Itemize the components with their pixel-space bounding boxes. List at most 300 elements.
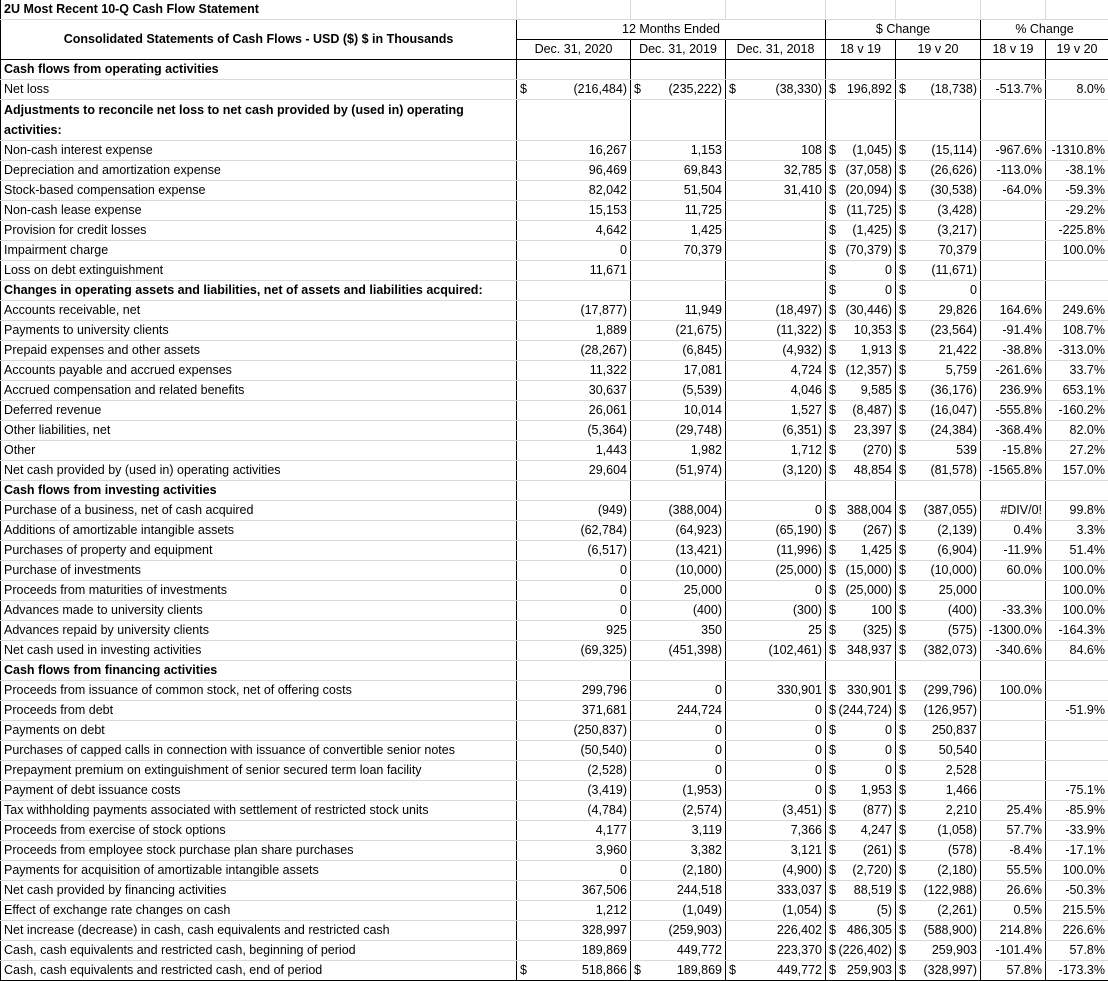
cell-dollar-19v20[interactable]	[896, 941, 981, 961]
empty-cell[interactable]	[631, 0, 726, 20]
cell-pct-19v20[interactable]: 82.0%	[1046, 421, 1108, 441]
cell-pct-18v19[interactable]: -33.3%	[981, 601, 1046, 621]
cell-dec-2019[interactable]: (5,539)	[631, 381, 726, 401]
row-label[interactable]: Cash, cash equivalents and restricted cash, end of period	[1, 961, 517, 981]
cell-dec-2018[interactable]: 226,402	[726, 921, 826, 941]
cell-dollar-18v19[interactable]	[826, 401, 896, 421]
cell-dollar-19v20[interactable]	[896, 501, 981, 521]
row-label[interactable]: Adjustments to reconcile net loss to net cash provided by (used in) operating activities:	[1, 100, 517, 141]
col-header-dollar-18v19[interactable]: 18 v 19	[826, 40, 896, 60]
row-label[interactable]: Cash flows from operating activities	[1, 60, 517, 80]
cell-dec-2019[interactable]	[631, 80, 726, 100]
cell-dollar-19v20[interactable]	[896, 241, 981, 261]
cell-pct-18v19[interactable]	[981, 241, 1046, 261]
cell-dec-2018[interactable]: 7,366	[726, 821, 826, 841]
row-label[interactable]: Purchases of capped calls in connection with issuance of convertible senior notes	[1, 741, 517, 761]
cell-pct-18v19[interactable]: -15.8%	[981, 441, 1046, 461]
cell-pct-18v19[interactable]: 57.7%	[981, 821, 1046, 841]
cell-dollar-19v20[interactable]	[896, 561, 981, 581]
empty-cell[interactable]	[517, 0, 631, 20]
cell-pct-19v20[interactable]	[1046, 661, 1108, 681]
cell-dollar-18v19[interactable]	[826, 201, 896, 221]
cell-dec-2019[interactable]: 0	[631, 741, 726, 761]
cell-dollar-19v20[interactable]	[896, 521, 981, 541]
cell-dec-2019[interactable]: 3,382	[631, 841, 726, 861]
cell-pct-18v19[interactable]: -1300.0%	[981, 621, 1046, 641]
cell-pct-19v20[interactable]: -29.2%	[1046, 201, 1108, 221]
row-label[interactable]: Tax withholding payments associated with settlement of restricted stock units	[1, 801, 517, 821]
cell-dollar-19v20[interactable]	[896, 801, 981, 821]
cell-dollar-18v19[interactable]	[826, 521, 896, 541]
cell-dec-2018[interactable]: 3,121	[726, 841, 826, 861]
col-header-dec-2020[interactable]: Dec. 31, 2020	[517, 40, 631, 60]
cell-dec-2019[interactable]: 244,724	[631, 701, 726, 721]
row-label[interactable]: Non-cash lease expense	[1, 201, 517, 221]
empty-cell[interactable]	[981, 0, 1046, 20]
cell-dec-2020[interactable]: 189,869	[517, 941, 631, 961]
cell-dec-2019[interactable]: 17,081	[631, 361, 726, 381]
cell-dec-2020[interactable]: 96,469	[517, 161, 631, 181]
group-pct-change-header[interactable]: % Change	[981, 20, 1108, 40]
cell-dollar-19v20[interactable]	[896, 401, 981, 421]
cell-pct-19v20[interactable]: 3.3%	[1046, 521, 1108, 541]
cell-dec-2019[interactable]: (29,748)	[631, 421, 726, 441]
cell-dec-2020[interactable]	[517, 961, 631, 981]
cell-dec-2020[interactable]: 30,637	[517, 381, 631, 401]
row-label[interactable]: Loss on debt extinguishment	[1, 261, 517, 281]
row-label[interactable]: Changes in operating assets and liabilities, net of assets and liabilities acquired:	[1, 281, 517, 301]
cell-pct-18v19[interactable]: 0.5%	[981, 901, 1046, 921]
cell-dec-2020[interactable]: 328,997	[517, 921, 631, 941]
cell-dec-2019[interactable]: (400)	[631, 601, 726, 621]
cell-pct-19v20[interactable]: 157.0%	[1046, 461, 1108, 481]
cell-dec-2020[interactable]: 82,042	[517, 181, 631, 201]
cell-pct-18v19[interactable]: 26.6%	[981, 881, 1046, 901]
cell-dollar-19v20[interactable]	[896, 421, 981, 441]
cell-dec-2020[interactable]: 0	[517, 561, 631, 581]
cell-dec-2020[interactable]: (69,325)	[517, 641, 631, 661]
cell-pct-19v20[interactable]	[1046, 741, 1108, 761]
cell-dec-2019[interactable]: (64,923)	[631, 521, 726, 541]
cell-dollar-18v19[interactable]	[826, 961, 896, 981]
cell-dec-2019[interactable]: 0	[631, 721, 726, 741]
cell-pct-19v20[interactable]	[1046, 261, 1108, 281]
cell-dec-2018[interactable]	[726, 261, 826, 281]
cell-dec-2019[interactable]: 3,119	[631, 821, 726, 841]
cell-dec-2018[interactable]: (65,190)	[726, 521, 826, 541]
row-label[interactable]: Effect of exchange rate changes on cash	[1, 901, 517, 921]
cell-dec-2019[interactable]: 1,425	[631, 221, 726, 241]
cell-dollar-18v19[interactable]	[826, 881, 896, 901]
row-label[interactable]: Additions of amortizable intangible assets	[1, 521, 517, 541]
cell-dec-2019[interactable]: (21,675)	[631, 321, 726, 341]
cell-dollar-19v20[interactable]	[896, 381, 981, 401]
cell-dollar-18v19[interactable]	[826, 80, 896, 100]
cell-pct-18v19[interactable]: 55.5%	[981, 861, 1046, 881]
cell-dec-2020[interactable]: 0	[517, 241, 631, 261]
cell-pct-19v20[interactable]: 249.6%	[1046, 301, 1108, 321]
cell-dollar-18v19[interactable]	[826, 261, 896, 281]
col-header-pct-19v20[interactable]: 19 v 20	[1046, 40, 1108, 60]
cell-dollar-18v19[interactable]	[826, 701, 896, 721]
cell-dollar-18v19[interactable]	[826, 281, 896, 301]
cell-dec-2019[interactable]	[631, 261, 726, 281]
cell-dollar-19v20[interactable]	[896, 781, 981, 801]
cell-pct-18v19[interactable]: 57.8%	[981, 961, 1046, 981]
cell-dec-2020[interactable]: 1,212	[517, 901, 631, 921]
cell-dec-2020[interactable]: 4,177	[517, 821, 631, 841]
cell-dec-2018[interactable]: (11,996)	[726, 541, 826, 561]
cell-dollar-19v20[interactable]	[896, 341, 981, 361]
cell-pct-18v19[interactable]	[981, 281, 1046, 301]
cell-pct-19v20[interactable]: -85.9%	[1046, 801, 1108, 821]
row-label[interactable]: Purchase of investments	[1, 561, 517, 581]
cell-pct-19v20[interactable]	[1046, 721, 1108, 741]
cell-dollar-19v20[interactable]	[896, 921, 981, 941]
cell-pct-18v19[interactable]	[981, 60, 1046, 80]
cell-dec-2019[interactable]	[631, 661, 726, 681]
cell-dollar-19v20[interactable]	[896, 581, 981, 601]
cell-dec-2018[interactable]	[726, 60, 826, 80]
row-label[interactable]: Net cash provided by (used in) operating activities	[1, 461, 517, 481]
cell-dec-2019[interactable]: (1,953)	[631, 781, 726, 801]
cell-dec-2018[interactable]: (11,322)	[726, 321, 826, 341]
cell-dec-2018[interactable]: (300)	[726, 601, 826, 621]
cell-pct-18v19[interactable]: -8.4%	[981, 841, 1046, 861]
cell-dollar-19v20[interactable]	[896, 321, 981, 341]
cell-pct-19v20[interactable]: 653.1%	[1046, 381, 1108, 401]
row-label[interactable]: Non-cash interest expense	[1, 141, 517, 161]
cell-dec-2020[interactable]	[517, 661, 631, 681]
cell-dec-2018[interactable]: 0	[726, 721, 826, 741]
cell-dec-2020[interactable]: (949)	[517, 501, 631, 521]
cell-dec-2020[interactable]: (4,784)	[517, 801, 631, 821]
cell-pct-18v19[interactable]: -91.4%	[981, 321, 1046, 341]
cell-dec-2018[interactable]: (4,932)	[726, 341, 826, 361]
cell-dollar-18v19[interactable]	[826, 341, 896, 361]
cell-dollar-18v19[interactable]	[826, 561, 896, 581]
cell-pct-18v19[interactable]: -11.9%	[981, 541, 1046, 561]
cell-dec-2019[interactable]: 51,504	[631, 181, 726, 201]
cell-dec-2019[interactable]: (451,398)	[631, 641, 726, 661]
row-label[interactable]: Stock-based compensation expense	[1, 181, 517, 201]
cell-dollar-18v19[interactable]	[826, 421, 896, 441]
cell-dollar-18v19[interactable]	[826, 241, 896, 261]
cell-dec-2019[interactable]: 11,949	[631, 301, 726, 321]
cell-dec-2019[interactable]	[631, 60, 726, 80]
row-label[interactable]: Proceeds from exercise of stock options	[1, 821, 517, 841]
cell-pct-19v20[interactable]: 99.8%	[1046, 501, 1108, 521]
cell-dec-2018[interactable]	[726, 201, 826, 221]
row-label[interactable]: Payments to university clients	[1, 321, 517, 341]
cell-dollar-19v20[interactable]	[896, 541, 981, 561]
cell-dec-2018[interactable]: (102,461)	[726, 641, 826, 661]
cell-pct-18v19[interactable]: -38.8%	[981, 341, 1046, 361]
cell-dec-2020[interactable]: 11,322	[517, 361, 631, 381]
cell-pct-18v19[interactable]: 214.8%	[981, 921, 1046, 941]
row-label[interactable]: Other	[1, 441, 517, 461]
sheet-title[interactable]: 2U Most Recent 10-Q Cash Flow Statement	[1, 0, 517, 20]
cell-pct-19v20[interactable]: -38.1%	[1046, 161, 1108, 181]
row-label[interactable]: Net loss	[1, 80, 517, 100]
cell-pct-18v19[interactable]: -555.8%	[981, 401, 1046, 421]
cell-dec-2020[interactable]: 371,681	[517, 701, 631, 721]
cell-dec-2020[interactable]: 11,671	[517, 261, 631, 281]
cell-dec-2020[interactable]: 367,506	[517, 881, 631, 901]
cell-dec-2019[interactable]: 11,725	[631, 201, 726, 221]
row-label[interactable]: Payment of debt issuance costs	[1, 781, 517, 801]
cell-pct-19v20[interactable]: 8.0%	[1046, 80, 1108, 100]
cell-dec-2020[interactable]: 26,061	[517, 401, 631, 421]
cell-dec-2019[interactable]	[631, 961, 726, 981]
cell-dec-2019[interactable]: (2,574)	[631, 801, 726, 821]
cell-pct-19v20[interactable]: -59.3%	[1046, 181, 1108, 201]
cell-dec-2018[interactable]: 223,370	[726, 941, 826, 961]
cell-pct-19v20[interactable]: 51.4%	[1046, 541, 1108, 561]
cell-dollar-18v19[interactable]	[826, 941, 896, 961]
cell-dollar-18v19[interactable]	[826, 461, 896, 481]
cell-dollar-19v20[interactable]	[896, 161, 981, 181]
cell-dec-2020[interactable]: 299,796	[517, 681, 631, 701]
cell-dec-2019[interactable]: 244,518	[631, 881, 726, 901]
cell-dollar-18v19[interactable]	[826, 501, 896, 521]
cell-dec-2018[interactable]: 0	[726, 741, 826, 761]
col-header-pct-18v19[interactable]: 18 v 19	[981, 40, 1046, 60]
cell-dollar-18v19[interactable]	[826, 661, 896, 681]
cell-dec-2018[interactable]	[726, 961, 826, 981]
cell-dollar-18v19[interactable]	[826, 161, 896, 181]
cell-dec-2020[interactable]: (3,419)	[517, 781, 631, 801]
cell-pct-19v20[interactable]: 33.7%	[1046, 361, 1108, 381]
cell-dec-2019[interactable]	[631, 481, 726, 501]
cell-pct-18v19[interactable]: -967.6%	[981, 141, 1046, 161]
cell-pct-18v19[interactable]	[981, 661, 1046, 681]
cell-pct-19v20[interactable]: -313.0%	[1046, 341, 1108, 361]
cell-dollar-19v20[interactable]	[896, 361, 981, 381]
cell-dec-2020[interactable]: (17,877)	[517, 301, 631, 321]
row-label[interactable]: Proceeds from employee stock purchase plan share purchases	[1, 841, 517, 861]
group-dollar-change-header[interactable]: $ Change	[826, 20, 981, 40]
cell-dec-2018[interactable]: 1,527	[726, 401, 826, 421]
row-label[interactable]: Net increase (decrease) in cash, cash equivalents and restricted cash	[1, 921, 517, 941]
cell-dec-2020[interactable]: 16,267	[517, 141, 631, 161]
cell-pct-19v20[interactable]	[1046, 60, 1108, 80]
cell-dollar-18v19[interactable]	[826, 801, 896, 821]
cell-dec-2018[interactable]: (25,000)	[726, 561, 826, 581]
cell-pct-19v20[interactable]: -225.8%	[1046, 221, 1108, 241]
cell-pct-19v20[interactable]: 84.6%	[1046, 641, 1108, 661]
cell-dollar-18v19[interactable]	[826, 141, 896, 161]
cell-pct-18v19[interactable]: #DIV/0!	[981, 501, 1046, 521]
cell-dec-2018[interactable]: 4,046	[726, 381, 826, 401]
cell-dec-2019[interactable]: (259,903)	[631, 921, 726, 941]
cell-dec-2019[interactable]: (1,049)	[631, 901, 726, 921]
empty-cell[interactable]	[896, 0, 981, 20]
cell-dec-2018[interactable]: 333,037	[726, 881, 826, 901]
cell-dollar-19v20[interactable]	[896, 861, 981, 881]
row-label[interactable]: Depreciation and amortization expense	[1, 161, 517, 181]
cell-dollar-18v19[interactable]	[826, 621, 896, 641]
cell-pct-19v20[interactable]: 226.6%	[1046, 921, 1108, 941]
cell-dec-2020[interactable]: 0	[517, 581, 631, 601]
cell-dollar-18v19[interactable]	[826, 641, 896, 661]
col-header-dollar-19v20[interactable]: 19 v 20	[896, 40, 981, 60]
cell-pct-19v20[interactable]: 100.0%	[1046, 581, 1108, 601]
cell-dec-2020[interactable]: (6,517)	[517, 541, 631, 561]
cell-dollar-18v19[interactable]	[826, 901, 896, 921]
cell-pct-18v19[interactable]: 100.0%	[981, 681, 1046, 701]
cell-dec-2018[interactable]: 0	[726, 781, 826, 801]
cell-dollar-18v19[interactable]	[826, 221, 896, 241]
cell-pct-19v20[interactable]: -50.3%	[1046, 881, 1108, 901]
cell-pct-19v20[interactable]: -1310.8%	[1046, 141, 1108, 161]
cell-dec-2020[interactable]: (62,784)	[517, 521, 631, 541]
cell-pct-19v20[interactable]: 108.7%	[1046, 321, 1108, 341]
cell-pct-19v20[interactable]: -164.3%	[1046, 621, 1108, 641]
row-label[interactable]: Deferred revenue	[1, 401, 517, 421]
cell-dollar-19v20[interactable]	[896, 301, 981, 321]
statement-label[interactable]: Consolidated Statements of Cash Flows - USD ($) $ in Thousands	[1, 20, 517, 60]
cell-pct-18v19[interactable]: 25.4%	[981, 801, 1046, 821]
cell-pct-18v19[interactable]	[981, 701, 1046, 721]
cell-dollar-19v20[interactable]	[896, 961, 981, 981]
cell-dec-2020[interactable]	[517, 281, 631, 301]
row-label[interactable]: Advances repaid by university clients	[1, 621, 517, 641]
cell-pct-18v19[interactable]: 0.4%	[981, 521, 1046, 541]
cell-dollar-18v19[interactable]	[826, 821, 896, 841]
cell-dec-2019[interactable]: 1,153	[631, 141, 726, 161]
row-label[interactable]: Other liabilities, net	[1, 421, 517, 441]
cell-dec-2018[interactable]: 4,724	[726, 361, 826, 381]
cell-pct-19v20[interactable]	[1046, 281, 1108, 301]
cell-dec-2019[interactable]	[631, 281, 726, 301]
cell-dec-2018[interactable]: (18,497)	[726, 301, 826, 321]
cell-dec-2019[interactable]: 350	[631, 621, 726, 641]
cell-dec-2018[interactable]: 25	[726, 621, 826, 641]
cell-pct-19v20[interactable]: 27.2%	[1046, 441, 1108, 461]
cell-dollar-19v20[interactable]	[896, 481, 981, 501]
cell-pct-18v19[interactable]: -513.7%	[981, 80, 1046, 100]
cell-dec-2020[interactable]: (2,528)	[517, 761, 631, 781]
cell-dollar-19v20[interactable]	[896, 100, 981, 141]
cell-dec-2020[interactable]: 0	[517, 861, 631, 881]
cell-dollar-19v20[interactable]	[896, 881, 981, 901]
cell-pct-18v19[interactable]	[981, 761, 1046, 781]
cell-dec-2019[interactable]: 1,982	[631, 441, 726, 461]
cell-dec-2019[interactable]: (388,004)	[631, 501, 726, 521]
row-label[interactable]: Proceeds from issuance of common stock, net of offering costs	[1, 681, 517, 701]
cell-dec-2018[interactable]	[726, 80, 826, 100]
cell-dec-2018[interactable]: (4,900)	[726, 861, 826, 881]
cell-dollar-18v19[interactable]	[826, 781, 896, 801]
row-label[interactable]: Cash flows from investing activities	[1, 481, 517, 501]
cell-pct-19v20[interactable]: 100.0%	[1046, 861, 1108, 881]
cell-dec-2018[interactable]: 0	[726, 701, 826, 721]
cell-pct-18v19[interactable]	[981, 481, 1046, 501]
row-label[interactable]: Prepaid expenses and other assets	[1, 341, 517, 361]
row-label[interactable]: Proceeds from debt	[1, 701, 517, 721]
cell-dollar-18v19[interactable]	[826, 361, 896, 381]
cell-dollar-19v20[interactable]	[896, 141, 981, 161]
row-label[interactable]: Purchase of a business, net of cash acquired	[1, 501, 517, 521]
cell-pct-18v19[interactable]	[981, 201, 1046, 221]
cell-dec-2020[interactable]	[517, 481, 631, 501]
cell-dec-2020[interactable]: (50,540)	[517, 741, 631, 761]
cell-pct-19v20[interactable]: 100.0%	[1046, 601, 1108, 621]
cell-dollar-18v19[interactable]	[826, 301, 896, 321]
empty-cell[interactable]	[726, 0, 826, 20]
cell-dollar-18v19[interactable]	[826, 581, 896, 601]
cell-dec-2020[interactable]: 4,642	[517, 221, 631, 241]
cell-dec-2018[interactable]: 31,410	[726, 181, 826, 201]
cell-pct-18v19[interactable]: -101.4%	[981, 941, 1046, 961]
cell-pct-18v19[interactable]	[981, 261, 1046, 281]
cell-dollar-18v19[interactable]	[826, 921, 896, 941]
row-label[interactable]: Advances made to university clients	[1, 601, 517, 621]
cell-dollar-19v20[interactable]	[896, 441, 981, 461]
cell-pct-18v19[interactable]: -64.0%	[981, 181, 1046, 201]
cell-dec-2019[interactable]	[631, 100, 726, 141]
cell-dec-2020[interactable]	[517, 100, 631, 141]
cell-dollar-18v19[interactable]	[826, 601, 896, 621]
cell-dollar-18v19[interactable]	[826, 681, 896, 701]
cell-dec-2020[interactable]: 29,604	[517, 461, 631, 481]
cell-dec-2018[interactable]: (3,451)	[726, 801, 826, 821]
row-label[interactable]: Prepayment premium on extinguishment of senior secured term loan facility	[1, 761, 517, 781]
cell-dec-2020[interactable]: (28,267)	[517, 341, 631, 361]
cell-dollar-19v20[interactable]	[896, 901, 981, 921]
cell-dec-2020[interactable]: 1,889	[517, 321, 631, 341]
cell-dec-2019[interactable]: 25,000	[631, 581, 726, 601]
row-label[interactable]: Accounts payable and accrued expenses	[1, 361, 517, 381]
cell-dec-2018[interactable]: 108	[726, 141, 826, 161]
cell-pct-18v19[interactable]: 236.9%	[981, 381, 1046, 401]
cell-dollar-19v20[interactable]	[896, 221, 981, 241]
cell-dollar-18v19[interactable]	[826, 741, 896, 761]
cell-pct-18v19[interactable]: -113.0%	[981, 161, 1046, 181]
cell-dec-2018[interactable]: 0	[726, 761, 826, 781]
cell-dec-2019[interactable]: (51,974)	[631, 461, 726, 481]
cell-dec-2018[interactable]: 32,785	[726, 161, 826, 181]
cell-dollar-19v20[interactable]	[896, 721, 981, 741]
cell-dec-2018[interactable]: 0	[726, 581, 826, 601]
cell-dollar-19v20[interactable]	[896, 661, 981, 681]
cell-dollar-18v19[interactable]	[826, 441, 896, 461]
cell-dec-2020[interactable]	[517, 60, 631, 80]
cell-dollar-18v19[interactable]	[826, 60, 896, 80]
cell-pct-18v19[interactable]: 164.6%	[981, 301, 1046, 321]
row-label[interactable]: Accrued compensation and related benefits	[1, 381, 517, 401]
cell-dec-2020[interactable]	[517, 80, 631, 100]
cell-dollar-18v19[interactable]	[826, 181, 896, 201]
row-label[interactable]: Cash, cash equivalents and restricted cash, beginning of period	[1, 941, 517, 961]
cell-dollar-18v19[interactable]	[826, 541, 896, 561]
cell-dollar-19v20[interactable]	[896, 741, 981, 761]
cell-pct-19v20[interactable]: 100.0%	[1046, 561, 1108, 581]
row-label[interactable]: Purchases of property and equipment	[1, 541, 517, 561]
cell-dec-2019[interactable]: 449,772	[631, 941, 726, 961]
cell-dec-2019[interactable]: 69,843	[631, 161, 726, 181]
cell-dollar-19v20[interactable]	[896, 60, 981, 80]
group-period-header[interactable]: 12 Months Ended	[517, 20, 826, 40]
cell-pct-19v20[interactable]: -17.1%	[1046, 841, 1108, 861]
row-label[interactable]: Payments on debt	[1, 721, 517, 741]
cell-dollar-18v19[interactable]	[826, 761, 896, 781]
cell-dec-2020[interactable]: 15,153	[517, 201, 631, 221]
cell-dec-2020[interactable]: (5,364)	[517, 421, 631, 441]
cell-pct-19v20[interactable]: 215.5%	[1046, 901, 1108, 921]
cell-dollar-19v20[interactable]	[896, 681, 981, 701]
